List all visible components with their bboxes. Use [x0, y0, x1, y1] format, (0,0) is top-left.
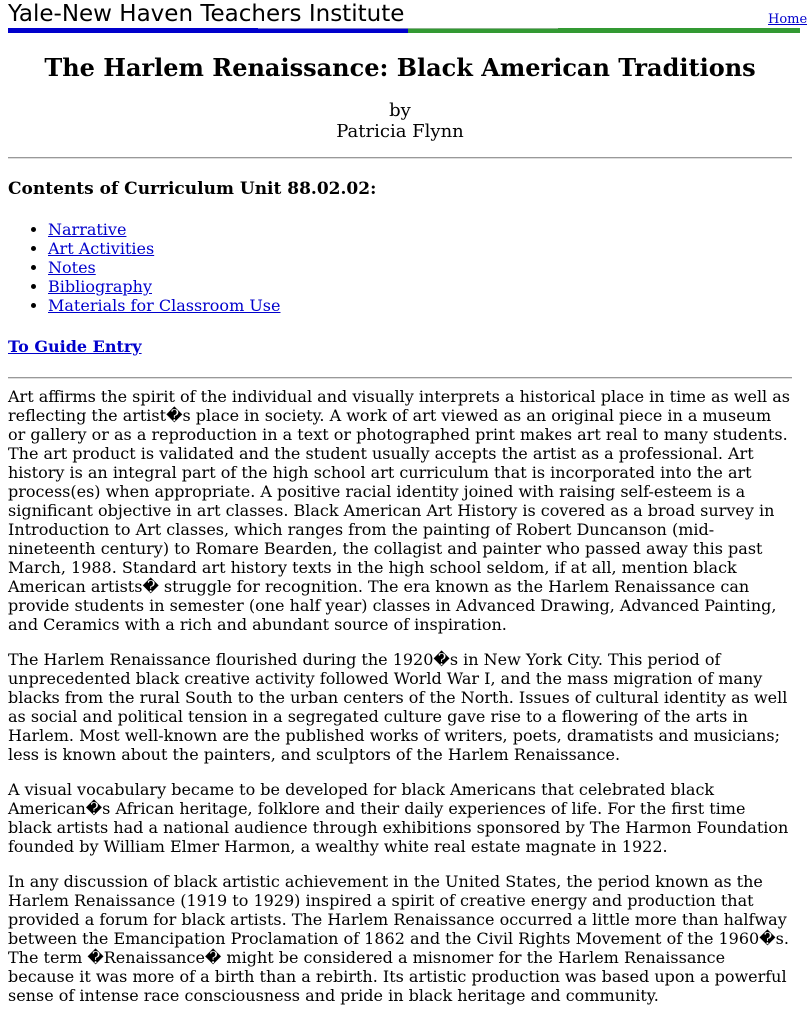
contents-item: [48, 239, 792, 258]
color-bar-segment: [8, 28, 258, 33]
unit-title: The Harlem Renaissance: Black American Traditions: [44, 53, 756, 82]
link-art-activities[interactable]: Art Activities: [48, 239, 155, 258]
byline-by: by: [389, 100, 411, 121]
link-materials[interactable]: Materials for Classroom Use: [48, 296, 281, 315]
divider: [8, 157, 792, 159]
guide-entry-link[interactable]: To Guide Entry: [8, 337, 142, 356]
narrative-paragraph: The Harlem Renaissance flourished during the 1920�s in New York City. This period of unprecedented black creative activity followed World War I, and the mass migration of many blacks from the rural South to the urban centers of the North. Issues of cultural identity as well as social and political tension in a segregated culture gave rise to a flowering of the arts in Harlem. Most well-known are the published works of writers, poets, dramatists and musicians; less is known about the painters, and sculptors of the Harlem Renaissance.: [8, 650, 788, 764]
narrative-paragraph: Art affirms the spirit of the individual and visually interprets a historical place in time as well as reflecting the artist�s place in society. A work of art viewed as an original piece in a museum or gallery or as a reproduction in a text or photographed print makes art real to many students. The art product is validated and the student usually accepts the artist as a professional. Art history is an integral part of the high school art curriculum that is incorporated into the art process(es) when appropriate. A positive racial identity joined with raising self-esteem is a significant objective in art classes. Black American Art History is covered as a broad survey in Introduction to Art classes, which ranges from the painting of Robert Duncanson (mid-nineteenth century) to Romare Bearden, the collagist and painter who passed away this past March, 1988. Standard art history texts in the high school seldom, if at all, mention black American artists� struggle for recognition. The era known as the Harlem Renaissance can provide students in semester (one half year) classes in Advanced Drawing, Advanced Painting, and Ceramics with a rich and abundant source of inspiration.: [8, 387, 791, 634]
home-link[interactable]: Home: [768, 12, 807, 27]
link-bibliography[interactable]: Bibliography: [48, 277, 152, 296]
byline: [8, 100, 792, 142]
narrative-paragraph: A visual vocabulary became to be developed for black Americans that celebrated black American�s African heritage, folklore and their daily experiences of life. For the first time black artists had a national audience through exhibitions sponsored by The Harmon Foundation founded by William Elmer Harmon, a wealthy white real estate magnate in 1922.: [8, 780, 789, 856]
header-color-bar: [8, 28, 800, 33]
guide-entry: [8, 337, 792, 357]
contents-item: [48, 277, 792, 296]
author-name: Patricia Flynn: [336, 121, 464, 142]
color-bar-segment: [258, 28, 408, 33]
contents-item: [48, 258, 792, 277]
link-narrative[interactable]: Narrative: [48, 220, 127, 239]
site-title: Yale-New Haven Teachers Institute: [8, 1, 405, 27]
color-bar-segment: [408, 28, 558, 33]
narrative-paragraph: In any discussion of black artistic achievement in the United States, the period known as the Harlem Renaissance (1919 to 1929) inspired a spirit of creative energy and production that provided a forum for black artists. The Harlem Renaissance occurred a little more than halfway between the Emancipation Proclamation of 1862 and the Civil Rights Movement of the 1960�s. The term �Renaissance� might be considered a misnomer for the Harlem Renaissance because it was more of a birth than a rebirth. Its artistic production was based upon a powerful sense of intense race consciousness and pride in black heritage and community.: [8, 872, 789, 1005]
divider: [8, 377, 792, 379]
link-notes[interactable]: Notes: [48, 258, 96, 277]
site-header: [0, 0, 807, 34]
contents-item: [48, 220, 792, 239]
main-content: [0, 52, 800, 1005]
narrative-section: [8, 387, 792, 1005]
contents-item: [48, 296, 792, 315]
color-bar-segment: [558, 28, 800, 33]
contents-list: [8, 220, 792, 315]
contents-heading: Contents of Curriculum Unit 88.02.02:: [8, 179, 377, 199]
